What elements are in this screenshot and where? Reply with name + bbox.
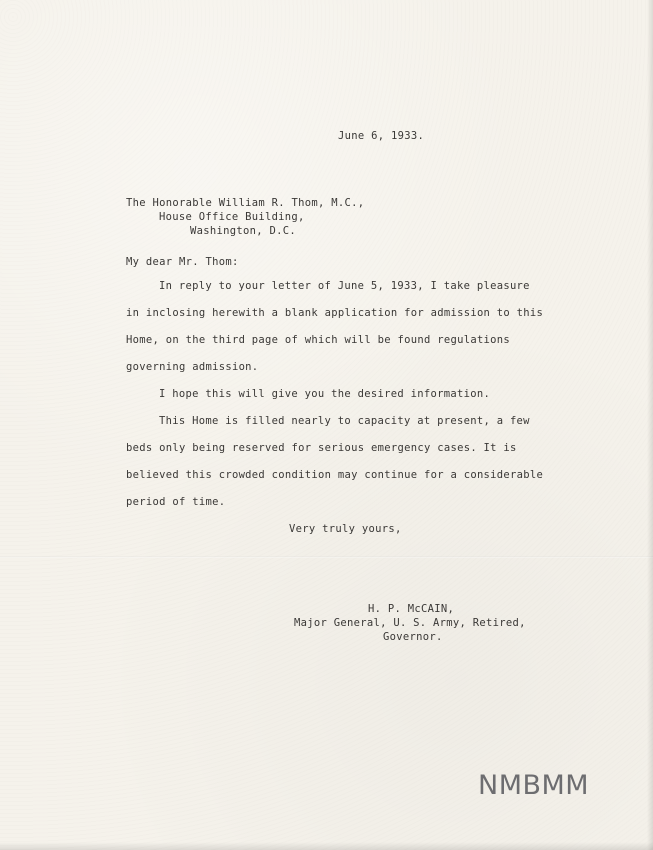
- paper-edge-bottom: [0, 842, 653, 850]
- paragraph-3-line-2: beds only being reserved for serious emergency cases. It is: [126, 442, 517, 454]
- paragraph-1-line-3: Home, on the third page of which will be found regulations: [126, 334, 511, 346]
- salutation: My dear Mr. Thom:: [126, 256, 239, 268]
- paragraph-2-line-1: I hope this will give you the desired information.: [159, 388, 491, 400]
- closing: Very truly yours,: [289, 523, 402, 535]
- paragraph-1-line-4: governing admission.: [126, 361, 259, 373]
- address-line-2: House Office Building,: [159, 211, 305, 223]
- signature-name: H. P. McCAIN,: [368, 603, 455, 615]
- address-line-1: The Honorable William R. Thom, M.C.,: [126, 197, 365, 209]
- signature-position: Governor.: [383, 631, 443, 643]
- paper-fold: [0, 556, 653, 558]
- paper-edge-right: [647, 0, 653, 850]
- paragraph-3-line-4: period of time.: [126, 496, 226, 508]
- address-line-3: Washington, D.C.: [190, 225, 296, 237]
- paragraph-1-line-1: In reply to your letter of June 5, 1933, I take pleasure: [159, 280, 530, 292]
- watermark-text: NMBMM: [478, 770, 590, 801]
- letter-date: June 6, 1933.: [338, 130, 425, 142]
- paragraph-3-line-3: believed this crowded condition may continue for a considerable: [126, 469, 544, 481]
- paragraph-3-line-1: This Home is filled nearly to capacity at present, a few: [159, 415, 530, 427]
- paragraph-1-line-2: in inclosing herewith a blank application for admission to this: [126, 307, 544, 319]
- signature-title: Major General, U. S. Army, Retired,: [294, 617, 526, 629]
